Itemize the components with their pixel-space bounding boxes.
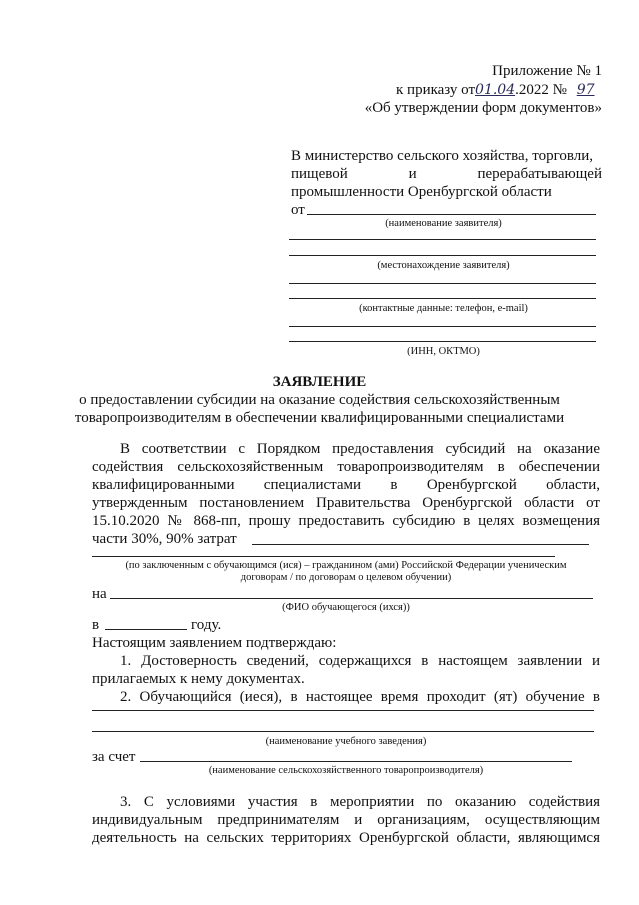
fio-field[interactable] <box>110 598 593 599</box>
applicant-extra-field[interactable] <box>289 239 596 240</box>
addressee-line2-b: и <box>408 166 417 182</box>
heading-line2: товаропроизводителям в обеспечении квалифицированными специалистами <box>74 410 565 426</box>
item3-line1: 3. С условиями участия в мероприятии по оказанию содействия <box>120 794 600 810</box>
producer-caption: (наименование сельскохозяйственного товаропроизводителя) <box>208 765 484 776</box>
addressee-line2-a: пищевой <box>291 166 348 182</box>
edu-field-1[interactable] <box>92 710 594 711</box>
v-label: в <box>92 617 100 633</box>
item1-line2: прилагаемых к нему документах. <box>92 671 305 687</box>
order-number-handwritten: 97 <box>576 82 595 98</box>
location-field[interactable] <box>289 255 596 256</box>
year-field[interactable] <box>105 629 187 630</box>
contract-caption-2: договорам / по договорам о целевом обучении) <box>240 572 452 583</box>
heading-line1: о предоставлении субсидии на оказание содействия сельскохозяйственным <box>79 392 560 408</box>
location-caption: (местонахождение заявителя) <box>377 260 510 271</box>
p1-line4: утвержденным постановлением Правительства Оренбургской области от <box>92 495 600 511</box>
addressee-line1: В министерство сельского хозяйства, торговли, <box>291 148 593 164</box>
contract-caption-1: (по заключенным с обучающимся (иcя) – гражданином (ами) Российской Федерации ученическим <box>125 560 567 571</box>
order-prefix: к приказу от <box>396 82 476 98</box>
p1-line1: В соответствии с Порядком предоставления субсидий на оказание <box>120 441 600 457</box>
na-label: на <box>92 586 107 602</box>
location-extra-field[interactable] <box>289 283 596 284</box>
edu-field-2[interactable] <box>92 731 594 732</box>
producer-field[interactable] <box>140 761 572 762</box>
order-date-handwritten: 01.04 <box>475 82 516 98</box>
godu-label: году. <box>191 617 222 633</box>
costs-field[interactable] <box>252 544 589 545</box>
applicant-name-caption: (наименование заявителя) <box>385 218 502 229</box>
document-title: ЗАЯВЛЕНИЕ <box>272 374 367 390</box>
item3-line3: деятельность на сельских территориях Оренбургской области, являющимся <box>92 830 600 846</box>
p1-line5: 15.10.2020 № 868-пп, прошу предоставить субсидию в целях возмещения <box>92 513 600 529</box>
confirm-text: Настоящим заявлением подтверждаю: <box>92 635 337 651</box>
appendix-title: Приложение № 1 <box>492 63 602 79</box>
contract-field[interactable] <box>92 556 555 557</box>
p1-line2: содействия сельскохозяйственным товаропроизводителям в обеспечении <box>92 459 600 475</box>
addressee-from: от <box>291 202 305 218</box>
appendix-subject: «Об утверждении форм документов» <box>364 100 602 116</box>
contacts-caption: (контактные данные: телефон, e-mail) <box>359 303 528 314</box>
fio-caption: (ФИО обучающегося (ихся)) <box>282 602 410 613</box>
addressee-line2-c: перерабатывающей <box>477 166 602 182</box>
addressee-line2 <box>291 165 602 183</box>
p1-line6: части 30%, 90% затрат <box>92 531 237 547</box>
appendix-order-line <box>396 81 606 99</box>
applicant-name-field[interactable] <box>307 214 596 215</box>
item2-line1: 2. Обучающийся (иеся), в настоящее время проходит (ят) обучение в <box>120 689 600 705</box>
contacts-extra-field[interactable] <box>289 326 596 327</box>
edu-caption: (наименование учебного заведения) <box>265 736 427 747</box>
inn-field[interactable] <box>289 341 596 342</box>
item3-line2: индивидуальным предпринимателям и организациям, осуществляющим <box>92 812 600 828</box>
order-year: .2022 № <box>515 82 567 98</box>
addressee-line3: промышленности Оренбургской области <box>291 184 552 200</box>
p1-line3: квалифицированными специалистами в Оренбургской области, <box>92 477 600 493</box>
inn-caption: (ИНН, ОКТМО) <box>407 346 480 357</box>
item1-line1: 1. Достоверность сведений, содержащихся в настоящем заявлении и <box>120 653 600 669</box>
contacts-field[interactable] <box>289 298 596 299</box>
za-schet-label: за счет <box>92 749 136 765</box>
